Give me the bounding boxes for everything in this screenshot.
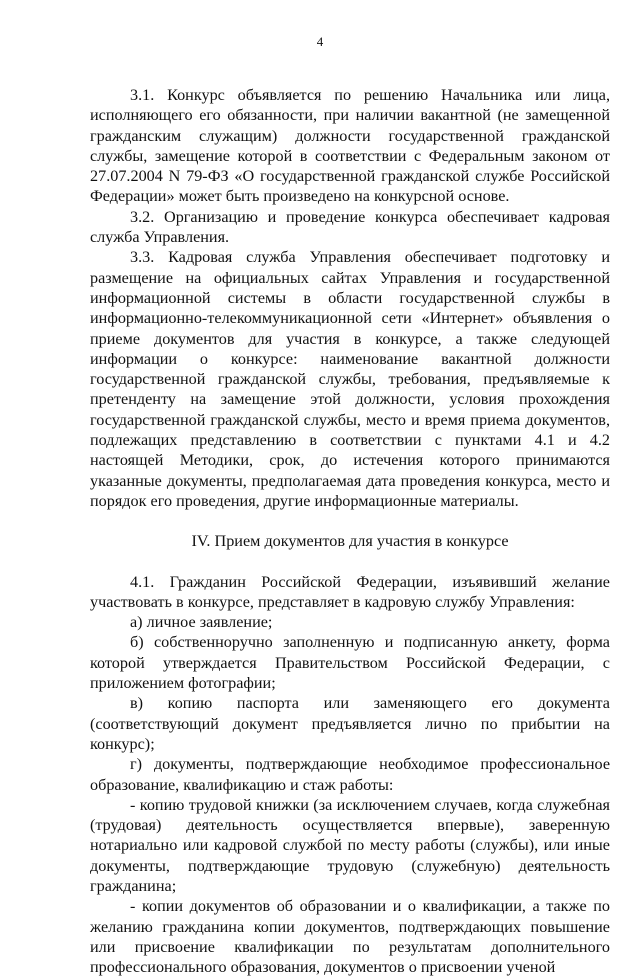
list-item-b: б) собственноручно заполненную и подписанную анкету, форма которой утверждается Правительством Российской Федерации, с приложением фотографии; [90, 633, 610, 693]
list-item-a: а) личное заявление; [130, 613, 273, 632]
list-item-g: г) документы, подтверждающие необходимое профессиональное образование, квалификацию и стаж работы: [90, 755, 610, 794]
paragraph-3-2: 3.2. Организацию и проведение конкурса обеспечивает кадровая служба Управления. [90, 207, 610, 247]
list-item-v: в) копию паспорта или заменяющего его документа (соответствующий документ предъявляется лично по прибытии на конкурс); [90, 694, 610, 753]
list-subitem-education: - копии документов об образовании и о квалификации, а также по желанию гражданина копии документов, подтверждающих повышение или присвоение квалификации по результатам дополнительного профессионального образования, документов о присвоении ученой [90, 897, 610, 977]
paragraph-3-3: 3.3. Кадровая служба Управления обеспечивает подготовку и размещение на официальных сайтах Управления и государственной информационной системы в области государственной службы в информационно-телекоммуникационной сети «Интернет» объявления о приеме документов для участия в конкурсе, а также следующей информации о конкурсе: наименование вакантной должности государственной гражданской службы, требования, предъявляемые к претенденту на замещение этой должности, условия прохождения государственной гражданской службы, место и время приема документов, подлежащих представлению в соответствии с пунктами 4.1 и 4.2 настоящей Методики, срок, до истечения которого принимаются указанные документы, предполагаемая дата проведения конкурса, место и порядок его проведения, другие информационные материалы. [90, 248, 610, 510]
section-heading: IV. Прием документов для участия в конкурсе [191, 532, 509, 551]
list-subitem-work-book: - копию трудовой книжки (за исключением случаев, когда служебная (трудовая) деятельность осуществляется впервые), заверенную нотариально или кадровой службой по месту работы (службы), или иные документы, подтверждающие трудовую (служебную) деятельность гражданина; [90, 795, 610, 895]
page-number: 4 [316, 34, 324, 49]
paragraph-3-1: 3.1. Конкурс объявляется по решению Начальника или лица, исполняющего его обязанности, при наличии вакантной (не замещенной гражданским служащим) должности государственной гражданской службы, замещение которой в соответствии с Федеральным законом от 27.07.2004 N 79-ФЗ «О государственной гражданской службе Российской Федерации» может быть произведено на конкурсной основе. [90, 86, 610, 206]
paragraph-4-1: 4.1. Гражданин Российской Федерации, изъявивший желание участвовать в конкурсе, представляет в кадровую службу Управления: [90, 572, 610, 611]
document-body [90, 85, 610, 977]
